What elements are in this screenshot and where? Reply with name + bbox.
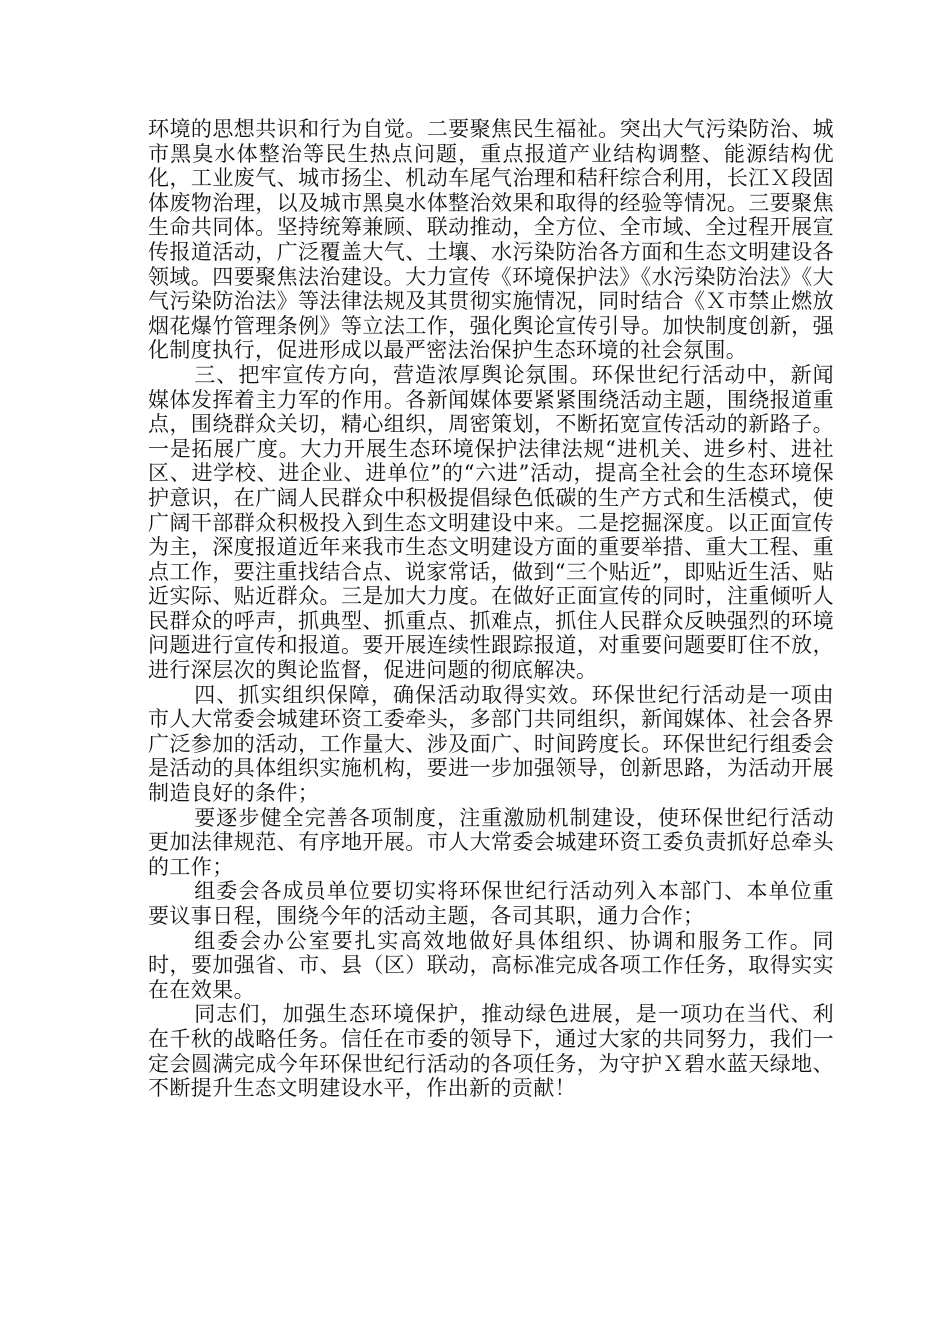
paragraph-continuation: 环境的思想共识和行为自觉。二要聚焦民生福祉。突出大气污染防治、城市黑臭水体整治等民生热点问题，重点报道产业结构调整、能源结构优化，工业废气、城市扬尘、机动车尾气治理和秸秆综合利用，长江Ｘ段固体废物治理，以及城市黑臭水体整治效果和取得的经验等情况。三要聚焦生命共同体。坚持统筹兼顾、联动推动，全方位、全市域、全过程开展宣传报道活动，广泛覆盖大气、土壤、水污染防治各方面和生态文明建设各领域。四要聚焦法治建设。大力宣传《环境保护法》《水污染防治法》《大气污染防治法》等法律法规及其贯彻实施情况，同时结合《Ｘ市禁止燃放烟花爆竹管理条例》等立法工作，强化舆论宣传引导。加快制度创新，强化制度执行，促进形成以最严密法治保护生态环境的社会氛围。	[148, 117, 835, 363]
paragraph-section-four: 四、抓实组织保障，确保活动取得实效。环保世纪行活动是一项由市人大常委会城建环资工委牵头，多部门共同组织，新闻媒体、社会各界广泛参加的活动，工作量大、涉及面广、时间跨度长。环保世纪行组委会是活动的具体组织实施机构，要进一步加强领导，创新思路，为活动开展制造良好的条件；	[148, 682, 834, 806]
paragraph-office: 组委会办公室要扎实高效地做好具体组织、协调和服务工作。同时，要加强省、市、县（区）联动，高标准完成各项工作任务，取得实实在在效果。	[148, 928, 834, 1002]
paragraph-member-units: 组委会各成员单位要切实将环保世纪行活动列入本部门、本单位重要议事日程，围绕今年的活动主题，各司其职，通力合作；	[148, 879, 834, 928]
document-body	[148, 117, 834, 1101]
paragraph-section-three: 三、把牢宣传方向，营造浓厚舆论氛围。环保世纪行活动中，新闻媒体发挥着主力军的作用。各新闻媒体要紧紧围绕活动主题，围绕报道重点，围绕群众关切，精心组织，周密策划，不断拓宽宣传活动的新路子。一是拓展广度。大力开展生态环境保护法律法规“进机关、进乡村、进社区、进学校、进企业、进单位”的“六进”活动，提高全社会的生态环境保护意识，在广阔人民群众中积极提倡绿色低碳的生产方式和生活模式，使广阔干部群众积极投入到生态文明建设中来。二是挖掘深度。以正面宣传为主，深度报道近年来我市生态文明建设方面的重要举措、重大工程、重点工作，要注重找结合点、说家常话，做到“三个贴近”，即贴近生活、贴近实际、贴近群众。三是加大力度。在做好正面宣传的同时，注重倾听人民群众的呼声，抓典型、抓重点、抓难点，抓住人民群众反映强烈的环境问题进行宣传和报道。要开展连续性跟踪报道，对重要问题要盯住不放，进行深层次的舆论监督，促进问题的彻底解决。	[148, 362, 834, 683]
paragraph-institutions: 要逐步健全完善各项制度，注重激励机制建设，使环保世纪行活动更加法律规范、有序地开展。市人大常委会城建环资工委负责抓好总牵头的工作；	[148, 805, 834, 879]
paragraph-closing: 同志们，加强生态环境保护，推动绿色进展，是一项功在当代、利在千秋的战略任务。信任在市委的领导下，通过大家的共同努力，我们一定会圆满完成今年环保世纪行活动的各项任务，为守护Ｘ碧水蓝天绿地、不断提升生态文明建设水平，作出新的贡献！	[148, 1002, 834, 1101]
